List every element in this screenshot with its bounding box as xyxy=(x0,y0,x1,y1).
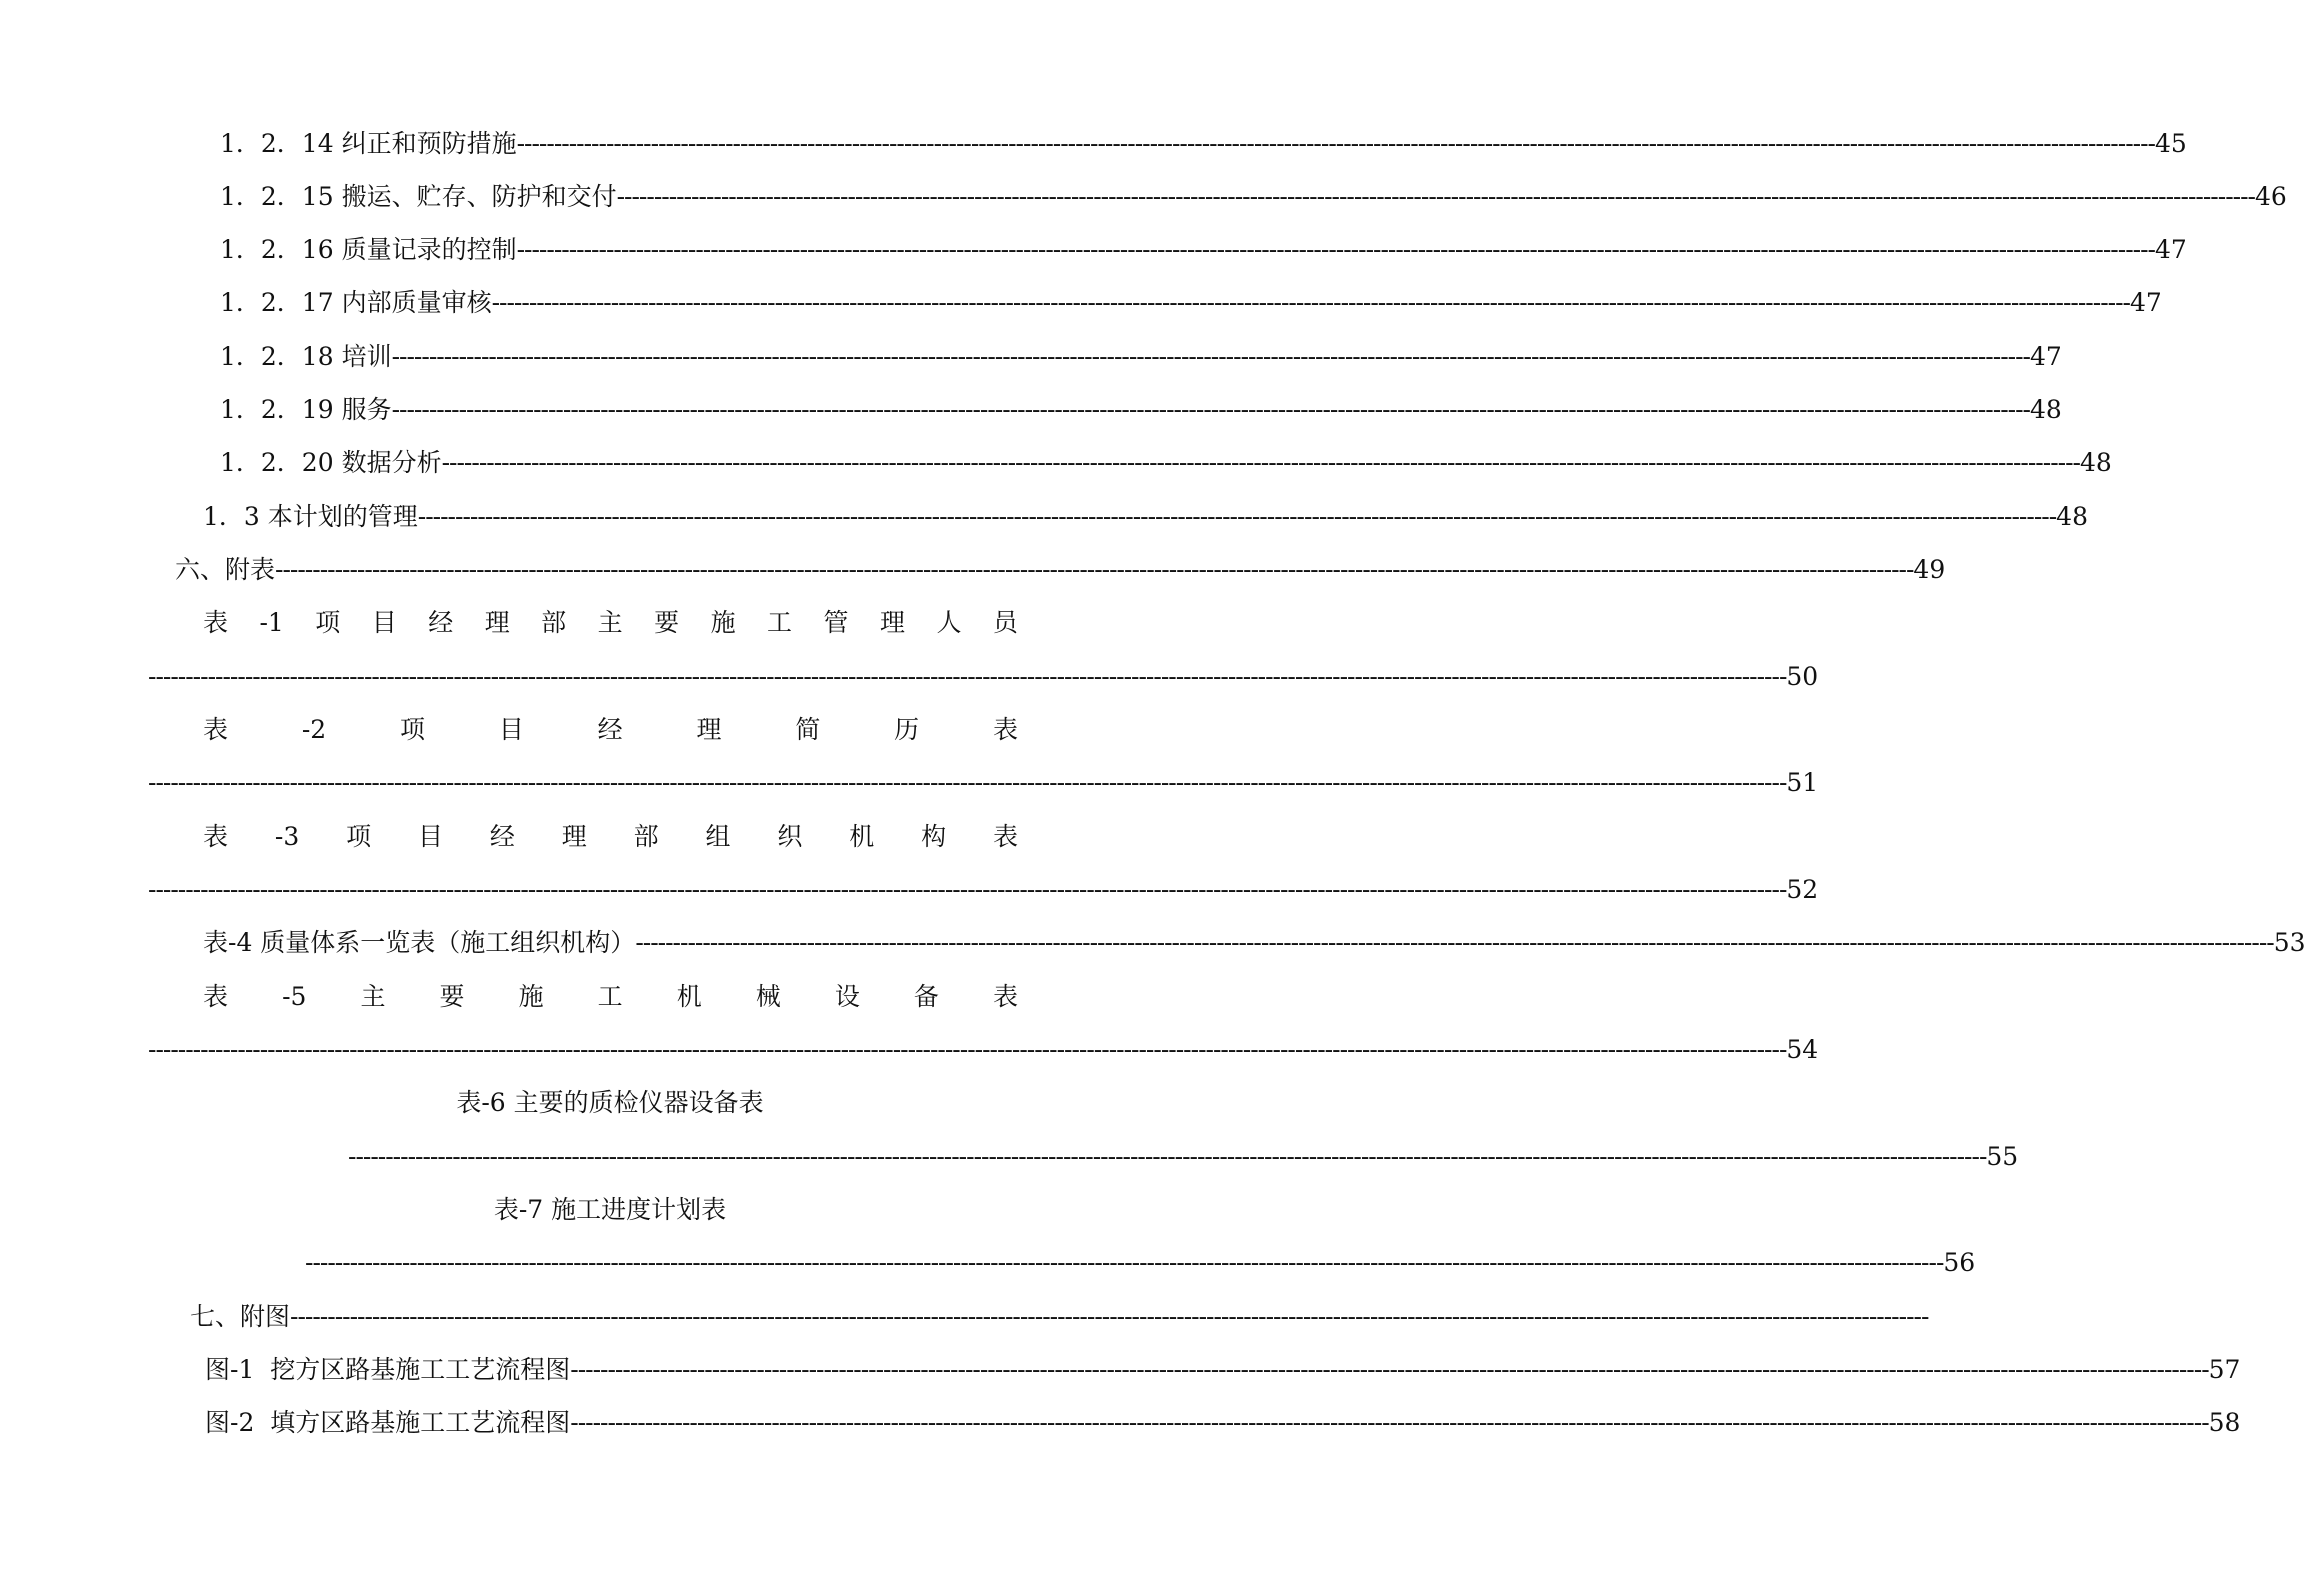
table3-word: 织 xyxy=(777,822,803,851)
toc-leader: ---------------------------------------------------------------------------------------------------------------------------------------------------------------------------------------------------------------------------- xyxy=(516,235,2155,264)
table1-word: 工 xyxy=(767,608,793,637)
table5-leader-line xyxy=(148,1030,1819,1070)
toc-entry-page: 55 xyxy=(1986,1142,2019,1171)
toc-entry xyxy=(220,390,2062,430)
toc-entry xyxy=(203,923,2306,963)
toc-entry-title: 1．2．16 质量记录的控制 xyxy=(220,235,517,264)
toc-entry-page: 47 xyxy=(2154,235,2187,264)
toc-entry-title: 1．2．19 服务 xyxy=(220,395,392,424)
toc-entry-page: 52 xyxy=(1786,875,1819,904)
toc-entry xyxy=(220,177,2287,217)
toc-entry-title: 1．2．20 数据分析 xyxy=(220,448,442,477)
table3-title xyxy=(203,817,1018,857)
table1-word: 项 xyxy=(315,608,341,637)
table2-leader-line xyxy=(148,763,1819,803)
table1-word: 经 xyxy=(428,608,454,637)
table1-word: 主 xyxy=(597,608,623,637)
toc-leader: ---------------------------------------------------------------------------------------------------------------------------------------------------------------------------------------------------------------------------- xyxy=(570,1408,2209,1437)
toc-entry-page: 48 xyxy=(2079,448,2112,477)
toc-entry-page: 54 xyxy=(1786,1035,1819,1064)
toc-entry-title: 1．2．18 培训 xyxy=(220,342,392,371)
table2-word: 项 xyxy=(400,715,426,744)
table1-word: 理 xyxy=(879,608,905,637)
table7-leader-line xyxy=(305,1243,1976,1283)
toc-entry-title: 图-2 填方区路基施工工艺流程图 xyxy=(205,1408,571,1437)
table1-word: 理 xyxy=(484,608,510,637)
table1-word: -1 xyxy=(259,608,284,637)
table3-word: 经 xyxy=(489,822,515,851)
table2-word: 表 xyxy=(992,715,1018,744)
table3-word: 表 xyxy=(992,822,1018,851)
table1-leader-line xyxy=(148,657,1819,697)
table3-word: 理 xyxy=(561,822,587,851)
toc-leader: ---------------------------------------------------------------------------------------------------------------------------------------------------------------------------------------------------------------------------- xyxy=(491,288,2130,317)
toc-leader: ---------------------------------------------------------------------------------------------------------------------------------------------------------------------------------------------------------------------------- xyxy=(391,342,2030,371)
toc-entry-page: 49 xyxy=(1913,555,1946,584)
table2-title xyxy=(203,710,1018,750)
toc-entry-title: 1．2．17 内部质量审核 xyxy=(220,288,492,317)
toc-leader: ---------------------------------------------------------------------------------------------------------------------------------------------------------------------------------------------------------------------------- xyxy=(616,182,2255,211)
table6-title: 表-6 主要的质检仪器设备表 xyxy=(456,1088,764,1117)
toc-leader: ---------------------------------------------------------------------------------------------------------------------------------------------------------------------------------------------------------------------------- xyxy=(391,395,2030,424)
table1-word: 管 xyxy=(823,608,849,637)
table5-word: -5 xyxy=(282,982,307,1011)
table5-word: 施 xyxy=(518,982,544,1011)
table2-word: -2 xyxy=(301,715,327,744)
toc-entry-page: 48 xyxy=(2029,395,2062,424)
table5-word: 工 xyxy=(597,982,623,1011)
table5-word: 机 xyxy=(676,982,702,1011)
table1-word: 人 xyxy=(936,608,962,637)
table5-word: 表 xyxy=(992,982,1018,1011)
table5-word: 表 xyxy=(203,982,229,1011)
table3-leader-line xyxy=(148,870,1819,910)
table5-word: 要 xyxy=(439,982,465,1011)
toc-section-heading xyxy=(190,1297,1929,1337)
toc-entry xyxy=(205,1403,2241,1443)
toc-leader: ---------------------------------------------------------------------------------------------------------------------------------------------------------------------------------------------------------------------------- xyxy=(348,1142,1987,1171)
toc-entry xyxy=(220,124,2187,164)
toc-leader: ---------------------------------------------------------------------------------------------------------------------------------------------------------------------------------------------------------------------------- xyxy=(148,662,1787,691)
toc-entry xyxy=(220,230,2187,270)
table2-word: 经 xyxy=(597,715,623,744)
table3-word: 目 xyxy=(417,822,443,851)
toc-leader: ---------------------------------------------------------------------------------------------------------------------------------------------------------------------------------------------------------------------------- xyxy=(305,1248,1944,1277)
table5-word: 械 xyxy=(755,982,781,1011)
toc-section-heading xyxy=(175,550,1946,590)
toc-entry-title: 1．2．14 纠正和预防措施 xyxy=(220,129,517,158)
toc-entry-page: 48 xyxy=(2056,502,2088,531)
toc-entry-title: 七、附图 xyxy=(190,1302,291,1331)
toc-leader: ---------------------------------------------------------------------------------------------------------------------------------------------------------------------------------------------------------------------------- xyxy=(275,555,1914,584)
toc-entry-title: 1．3 本计划的管理 xyxy=(203,502,418,531)
toc-entry-page: 47 xyxy=(2029,342,2062,371)
toc-entry xyxy=(220,337,2062,377)
toc-entry-page: 56 xyxy=(1943,1248,1976,1277)
table3-word: 部 xyxy=(633,822,659,851)
toc-leader: ---------------------------------------------------------------------------------------------------------------------------------------------------------------------------------------------------------------------------- xyxy=(290,1302,1929,1331)
toc-entry-page: 58 xyxy=(2208,1408,2241,1437)
toc-entry-title: 图-1 挖方区路基施工工艺流程图 xyxy=(205,1355,571,1384)
toc-entry-page: 51 xyxy=(1786,768,1819,797)
table1-word: 目 xyxy=(371,608,397,637)
table3-word: -3 xyxy=(274,822,300,851)
table3-word: 组 xyxy=(705,822,731,851)
toc-leader: ---------------------------------------------------------------------------------------------------------------------------------------------------------------------------------------------------------------------------- xyxy=(148,1035,1787,1064)
table2-word: 简 xyxy=(795,715,821,744)
table7-title: 表-7 施工进度计划表 xyxy=(493,1195,727,1224)
table2-word: 历 xyxy=(894,715,920,744)
table5-word: 设 xyxy=(834,982,860,1011)
toc-entry-title: 1．2．15 搬运、贮存、防护和交付 xyxy=(220,182,617,211)
table1-word: 表 xyxy=(203,608,229,637)
table2-word: 目 xyxy=(498,715,524,744)
toc-entry-page: 45 xyxy=(2154,129,2187,158)
table3-word: 表 xyxy=(203,822,229,851)
toc-leader: ---------------------------------------------------------------------------------------------------------------------------------------------------------------------------------------------------------------------------- xyxy=(441,448,2080,477)
toc-entry-page: 53 xyxy=(2273,928,2306,957)
toc-leader: ---------------------------------------------------------------------------------------------------------------------------------------------------------------------------------------------------------------------------- xyxy=(148,768,1787,797)
table1-word: 施 xyxy=(710,608,736,637)
toc-entry-title: 表-4 质量体系一览表（施工组织机构） xyxy=(203,928,636,957)
table2-word: 表 xyxy=(203,715,229,744)
table5-title xyxy=(203,977,1018,1017)
toc-entry-page: 46 xyxy=(2254,182,2287,211)
toc-leader: ---------------------------------------------------------------------------------------------------------------------------------------------------------------------------------------------------------------------------- xyxy=(516,129,2155,158)
toc-entry-page: 50 xyxy=(1786,662,1819,691)
toc-entry xyxy=(220,443,2112,483)
table3-word: 机 xyxy=(849,822,875,851)
toc-entry xyxy=(220,283,2162,323)
toc-entry-page: 57 xyxy=(2208,1355,2241,1384)
toc-leader: ---------------------------------------------------------------------------------------------------------------------------------------------------------------------------------------------------------------------------- xyxy=(635,928,2274,957)
table1-title xyxy=(203,603,1018,643)
toc-leader: ---------------------------------------------------------------------------------------------------------------------------------------------------------------------------------------------------------------------------- xyxy=(417,502,2057,531)
toc-entry-title: 六、附表 xyxy=(175,555,276,584)
table3-word: 构 xyxy=(921,822,947,851)
table3-word: 项 xyxy=(346,822,372,851)
toc-leader: ---------------------------------------------------------------------------------------------------------------------------------------------------------------------------------------------------------------------------- xyxy=(148,875,1787,904)
table6-leader-line xyxy=(348,1137,2019,1177)
toc-leader: ---------------------------------------------------------------------------------------------------------------------------------------------------------------------------------------------------------------------------- xyxy=(570,1355,2209,1384)
toc-entry-page: 47 xyxy=(2129,288,2162,317)
table1-word: 部 xyxy=(541,608,567,637)
table5-word: 主 xyxy=(360,982,386,1011)
toc-entry xyxy=(205,1350,2241,1390)
table2-word: 理 xyxy=(696,715,722,744)
table5-word: 备 xyxy=(913,982,939,1011)
toc-entry xyxy=(203,497,2088,537)
table1-word: 员 xyxy=(992,608,1018,637)
table1-word: 要 xyxy=(654,608,680,637)
